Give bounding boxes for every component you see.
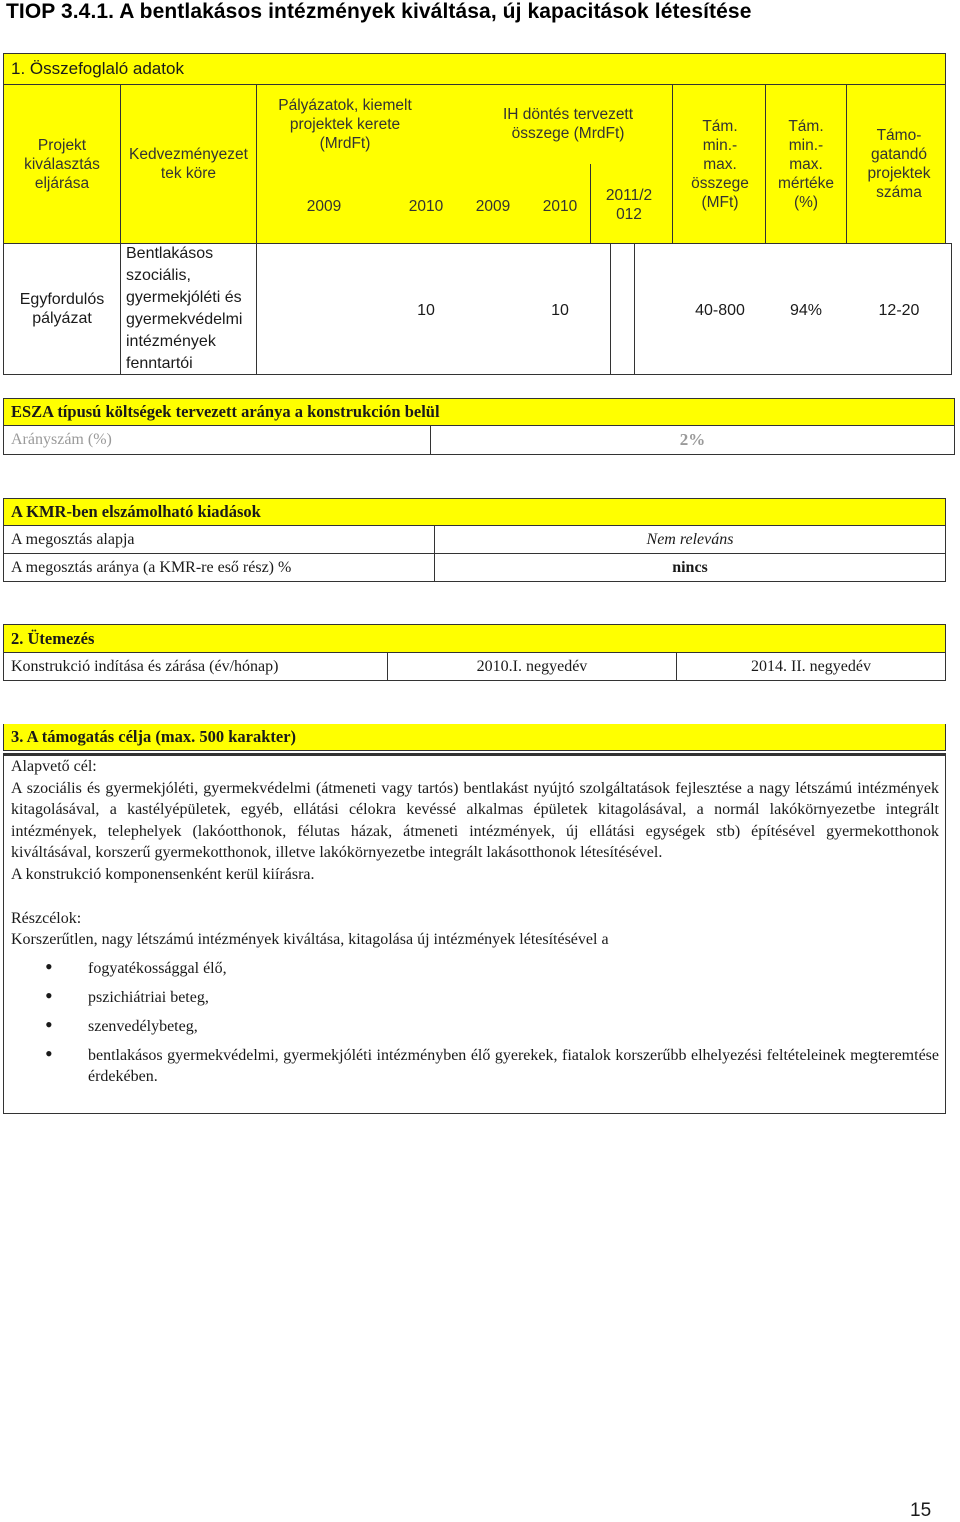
- goal-heading: 3. A támogatás célja (max. 500 karakter): [11, 727, 297, 746]
- header-ih-year-2009: 2009: [475, 197, 511, 215]
- list-item: • bentlakásos gyermekvédelmi, gyermekjóléti intézményben élő gyerekek, fiatalok korszerűbb elhelyezési feltételeinek megteremtése érdekében.: [11, 1045, 939, 1087]
- esza-value: 2%: [679, 430, 706, 449]
- list-item: • pszichiátriai beteg,: [11, 987, 939, 1008]
- kmr-ratio-label: A megosztás aránya (a KMR-re eső rész) %: [11, 558, 292, 576]
- list-item: • szenvedélybeteg,: [11, 1016, 939, 1037]
- basic-goal-label: Alapvető cél:: [11, 758, 97, 775]
- row-frame-2010: 10: [417, 301, 435, 319]
- row-support-rate: 94%: [789, 301, 823, 319]
- schedule-end: 2014. II. negyedév: [751, 657, 871, 675]
- esza-label: Arányszám (%): [11, 431, 112, 448]
- kmr-heading: A KMR-ben elszámolható kiadások: [11, 502, 261, 521]
- schedule-heading: 2. Ütemezés: [11, 628, 95, 648]
- header-ih-year-2010: 2010: [542, 197, 578, 215]
- header-support-rate: Tám. min.- max. mértéke (%): [778, 117, 834, 211]
- row-support-amount: 40-800: [695, 301, 745, 319]
- header-year-2011-2012: 2011/2 012: [605, 187, 653, 223]
- esza-heading: ESZA típusú költségek tervezett aránya a konstrukción belül: [11, 402, 440, 421]
- header-project-selection: Projekt kiválasztás eljárása: [24, 136, 100, 192]
- row-project-count: 12-20: [878, 301, 920, 319]
- header-beneficiaries: Kedvezményezet tek köre: [129, 146, 248, 182]
- header-year-2009: 2009: [306, 197, 342, 215]
- basic-goal-text: A szociális és gyermekjóléti, gyermekvédelmi (átmeneti vagy tartós) bentlakást nyújtó szolgáltatások fejlesztése a nagy létszámú intézmények kitagolásával, a kastélyépületek, egyéb, ellátási célokra kevéssé alkalmas épületek kitagolásával, a normál lakókörnyezetbe integrált intézmények, telephelyek (lakóotthonok, félutas házak, átmeneti intézmények, új ellátási egységek stb) építésével gyermekotthonok kiváltásával, korszerű gyermekotthonok, illetve lakókörnyezetbe integrált lakásotthonok létesítésével.: [11, 779, 939, 862]
- kmr-ratio-value: nincs: [672, 558, 708, 576]
- schedule-start: 2010.I. negyedév: [476, 657, 588, 675]
- header-support-amount: Tám. min.- max. összege (MFt): [691, 117, 749, 211]
- row-ih-2010: 10: [551, 301, 569, 319]
- component-text: A konstrukció komponensenként kerül kiírásra.: [11, 865, 315, 883]
- goal-body: [3, 756, 946, 1114]
- schedule-label: Konstrukció indítása és zárása (év/hónap): [11, 657, 279, 675]
- sub-goals-intro: Korszerűtlen, nagy létszámú intézmények kiváltása, kitagolása új intézmények létesítésével a: [11, 931, 609, 949]
- header-ih-decision: IH döntés tervezett összege (MrdFt): [502, 106, 634, 142]
- summary-heading: 1. Összefoglaló adatok: [11, 59, 184, 78]
- sub-goals-label: Részcélok:: [11, 909, 82, 927]
- sub-goals-list: [11, 958, 939, 1087]
- header-project-count: Támo- gatandó projektek száma: [867, 127, 931, 201]
- header-tenders-frame: Pályázatok, kiemelt projektek kerete (MrdFt): [278, 96, 412, 152]
- page-number: 15: [910, 1500, 932, 1521]
- document-title: TIOP 3.4.1. A bentlakásos intézmények kiváltása, új kapacitások létesítése: [6, 0, 752, 23]
- row-beneficiaries: Bentlakásos szociális, gyermekjóléti és gyermekvédelmi intézmények fenntartói: [126, 245, 243, 372]
- row-procedure: Egyfordulós pályázat: [19, 291, 105, 327]
- header-year-2010: 2010: [408, 197, 444, 215]
- kmr-basis-label: A megosztás alapja: [11, 530, 135, 548]
- kmr-basis-value: Nem releváns: [646, 530, 734, 548]
- list-item: • fogyatékossággal élő,: [11, 958, 939, 979]
